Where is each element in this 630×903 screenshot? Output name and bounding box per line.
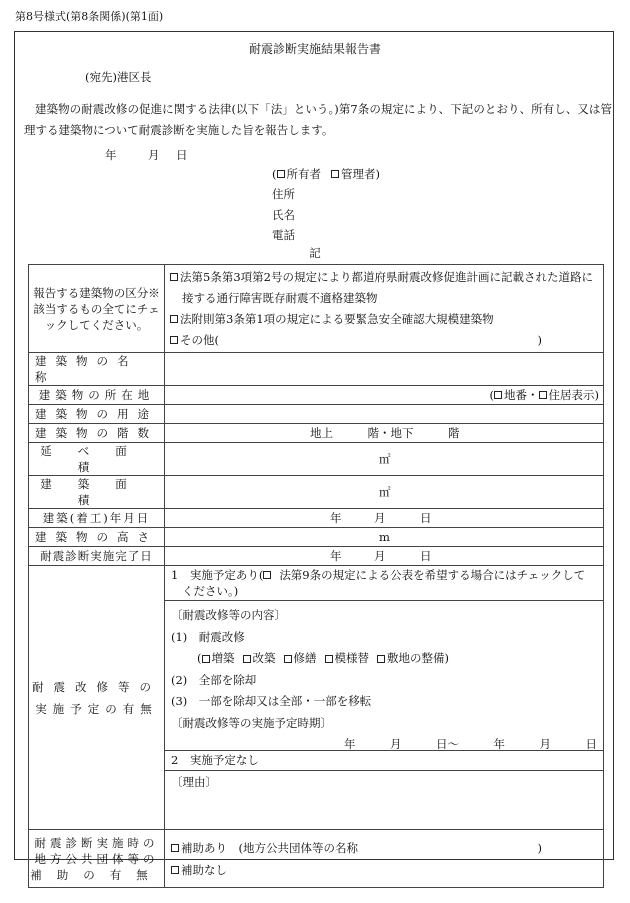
building-height-label: 建築物の高さ <box>29 528 165 547</box>
subsidy-label: 耐震診断実施時の 地方公共団体等の 補助の有無 <box>29 830 165 888</box>
document-title: 耐震診断実施結果報告書 <box>248 42 381 56</box>
category-option-2: 法附則第3条第1項の規定による要緊急安全確認大規模建築物 <box>180 311 494 326</box>
subsidy-no-checkbox[interactable] <box>171 866 179 874</box>
item-demolish-all: (2) 全部を除却 <box>171 672 257 687</box>
residence-display-checkbox[interactable] <box>539 391 547 399</box>
category-label: 報告する建築物の区分※該当するもの全てにチェックしてください。 <box>29 265 165 353</box>
retrofit-plan-cell <box>165 566 604 830</box>
repair-checkbox[interactable] <box>284 655 292 663</box>
retrofit-label: 耐震改修等の 実施予定の有無 <box>29 566 165 830</box>
total-floor-area-value[interactable]: ㎡ <box>165 443 604 476</box>
category-option-1-cont: 接する通行障害既存耐震不適格建築物 <box>182 290 378 305</box>
lot-number-checkbox[interactable] <box>494 391 502 399</box>
reason-label: 〔理由〕 <box>171 775 217 789</box>
reason-box[interactable] <box>165 770 603 829</box>
building-name-label: 建築物の名称 <box>29 353 165 386</box>
date-year-label: 年 <box>105 148 117 162</box>
applicant-address-label: 住所 <box>272 187 295 201</box>
manager-label: 管理者) <box>341 167 380 181</box>
planned-yes-label: 1 実施予定あり( <box>171 568 264 582</box>
subsidy-options <box>165 830 604 888</box>
residence-display-label: 住居表示) <box>548 388 599 402</box>
construction-date-label: 建築(着工)年月日 <box>29 509 165 528</box>
building-use-label: 建築物の用途 <box>29 405 165 424</box>
building-area-label: 建築面積 <box>29 476 165 509</box>
category-option-3: その他( <box>180 332 219 347</box>
subsidy-yes-close: ) <box>537 840 542 855</box>
publication-text: 法第9条の規定による公表を希望する場合にはチェックして <box>279 568 586 582</box>
applicant-role <box>272 166 380 182</box>
building-name-value[interactable] <box>165 353 604 386</box>
total-floor-area-label: 延べ面積 <box>29 443 165 476</box>
addressee: (宛先)港区長 <box>85 70 152 84</box>
ki-heading: 記 <box>309 246 321 260</box>
remodel-checkbox[interactable] <box>325 655 333 663</box>
date-day-label: 日 <box>176 148 188 162</box>
reconstruction-checkbox[interactable] <box>243 655 251 663</box>
report-table <box>28 264 604 888</box>
category-option-1: 法第5条第3項第2号の規定により都道府県耐震改修促進計画に記載された道路に <box>180 269 593 284</box>
intro-text: 建築物の耐震改修の促進に関する法律(以下「法」という。)第7条の規定により、下記のとおり、所有し、又は管理する建築物について耐震診断を実施した旨を報告します。 <box>24 102 612 137</box>
applicant-phone-label: 電話 <box>272 228 295 242</box>
lot-number-label: 地番・ <box>504 388 539 402</box>
period-heading: 〔耐震改修等の実施予定時期〕 <box>171 715 332 730</box>
owner-checkbox[interactable] <box>277 170 285 178</box>
subsidy-no-label: 補助なし <box>181 862 227 877</box>
content-heading: 〔耐震改修等の内容〕 <box>171 608 286 622</box>
building-location-label: 建築物の所在地 <box>29 386 165 405</box>
building-use-value[interactable] <box>165 405 604 424</box>
applicant-name-label: 氏名 <box>272 208 295 222</box>
item-retrofit: (1) 耐震改修 <box>171 629 245 644</box>
subsidy-yes-checkbox[interactable] <box>171 844 179 852</box>
category-options <box>165 265 604 353</box>
building-floors-label: 建築物の階数 <box>29 424 165 443</box>
item-demolish-part: (3) 一部を除却又は全部・一部を移転 <box>171 694 372 708</box>
retrofit-content <box>165 600 603 750</box>
planned-no: 2 実施予定なし <box>165 750 603 770</box>
site-improvement-checkbox[interactable] <box>377 655 385 663</box>
period-value: 年 月 日～ 年 月 日 <box>344 737 597 751</box>
category-checkbox-1[interactable] <box>170 273 178 281</box>
publication-text-cont: ください。) <box>182 584 239 598</box>
diagnosis-complete-label: 耐震診断実施完了日 <box>29 547 165 566</box>
form-number: 第8号様式(第8条関係)(第1面) <box>15 10 164 23</box>
subsidy-yes-label: 補助あり (地方公共団体等の名称 <box>181 840 358 855</box>
owner-label: 所有者 <box>286 167 321 181</box>
manager-checkbox[interactable] <box>331 170 339 178</box>
retrofit-subtypes: ( 増築 改築 修繕 模様替 敷地の整備) <box>197 651 449 665</box>
role-open: ( <box>272 167 277 181</box>
publication-checkbox[interactable] <box>263 571 271 579</box>
building-location-value[interactable] <box>165 386 604 405</box>
date-month-label: 月 <box>148 148 160 162</box>
extension-checkbox[interactable] <box>202 655 210 663</box>
building-area-value[interactable]: ㎡ <box>165 476 604 509</box>
construction-date-value[interactable]: 年 月 日 <box>165 509 604 528</box>
location-note-open: ( <box>489 388 494 402</box>
building-height-value[interactable]: m <box>165 528 604 547</box>
category-checkbox-2[interactable] <box>170 315 178 323</box>
diagnosis-complete-value[interactable]: 年 月 日 <box>165 547 604 566</box>
category-checkbox-3[interactable] <box>170 336 178 344</box>
category-option-3-close: ) <box>537 332 542 347</box>
building-floors-value[interactable]: 地上 階・地下 階 <box>165 424 604 443</box>
